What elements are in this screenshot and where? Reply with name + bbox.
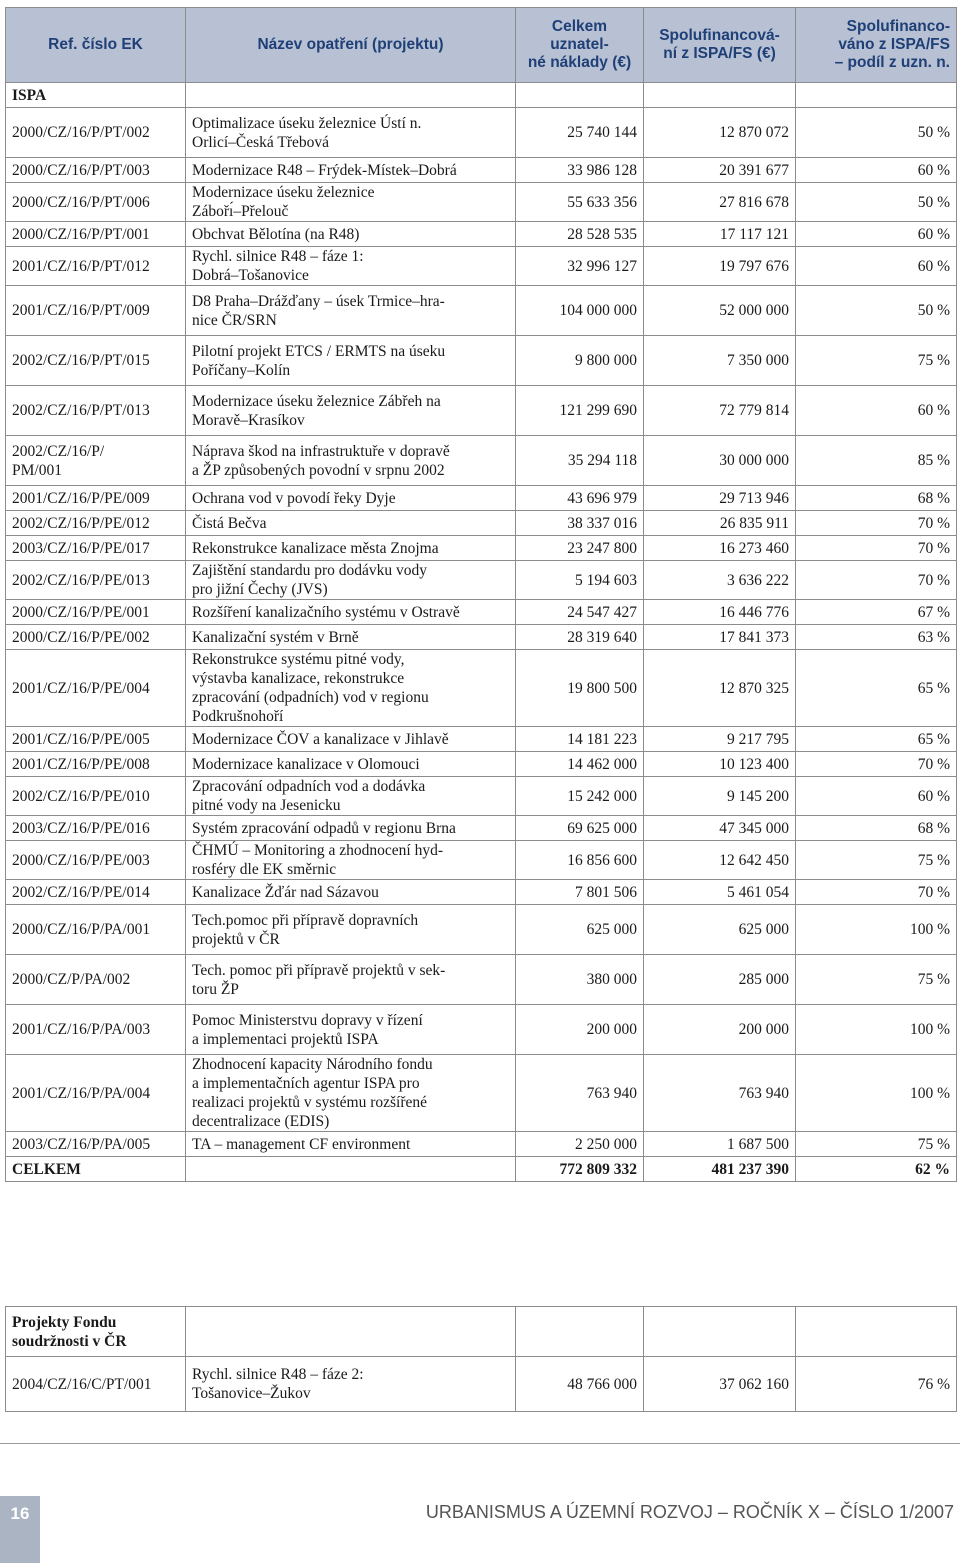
project-name-line: realizaci projektů v systému rozšířené	[192, 1094, 427, 1111]
project-name-line: Ochrana vod v povodí řeky Dyje	[192, 489, 396, 507]
header-cofin-line: ní z ISPA/FS (€)	[663, 45, 776, 62]
project-name-line: Zábořı́–Přelouč	[192, 203, 289, 220]
cofin-share: 65 %	[796, 650, 957, 727]
project-name	[186, 1005, 516, 1055]
cofinancing: 17 117 121	[644, 222, 796, 247]
project-name-line: Pomoc Ministerstvu dopravy v řízení	[192, 1011, 423, 1029]
cofin-share: 76 %	[796, 1357, 957, 1412]
table-row	[6, 841, 957, 880]
ref-code-line: 2002/CZ/16/P/PT/015	[12, 352, 150, 369]
table-row	[6, 247, 957, 286]
ref-code	[6, 222, 186, 247]
cofin-share: 75 %	[796, 955, 957, 1005]
eligible-cost: 32 996 127	[516, 247, 644, 286]
header-cost	[516, 8, 644, 83]
header-cost-line: Celkem uznatel-	[550, 18, 609, 53]
ref-code	[6, 183, 186, 222]
project-name-line: Kanalizace Žďár nad Sázavou	[192, 883, 379, 901]
ref-code-line: 2000/CZ/16/P/PE/001	[12, 603, 150, 621]
ref-code-line: 2000/CZ/16/P/PT/001	[12, 225, 150, 243]
ref-code-line: 2000/CZ/16/P/PE/002	[12, 628, 150, 646]
project-name-line: Rychl. silnice R48 – fáze 2:	[192, 1366, 364, 1383]
cofin-share: 60 %	[796, 158, 957, 183]
project-name-line: Zhodnocení kapacity Národního fondu	[192, 1056, 433, 1073]
cofin-share: 75 %	[796, 336, 957, 386]
ref-code	[6, 436, 186, 486]
ref-code	[6, 955, 186, 1005]
empty-cell	[516, 83, 644, 108]
cofin-share: 100 %	[796, 905, 957, 955]
cofinancing: 7 350 000	[644, 336, 796, 386]
table-row	[6, 727, 957, 752]
eligible-cost: 19 800 500	[516, 650, 644, 727]
cofinancing: 5 461 054	[644, 880, 796, 905]
project-name-line: rosféry dle EK směrnic	[192, 861, 337, 878]
section-row-fund	[6, 1307, 957, 1357]
cofinancing: 12 642 450	[644, 841, 796, 880]
project-name	[186, 222, 516, 247]
eligible-cost: 15 242 000	[516, 777, 644, 816]
project-name-line: decentralizace (EDIS)	[192, 1113, 330, 1130]
ref-code-line: 2003/CZ/16/P/PE/016	[12, 819, 150, 837]
project-name	[186, 108, 516, 158]
project-name	[186, 650, 516, 727]
project-name	[186, 336, 516, 386]
project-name-line: ČHMÚ – Monitoring a zhodnocení hyd-	[192, 842, 443, 859]
ref-code-line: 2000/CZ/16/P/PT/006	[12, 193, 150, 211]
eligible-cost: 38 337 016	[516, 511, 644, 536]
fund-table	[5, 1306, 957, 1412]
cofinancing: 29 713 946	[644, 486, 796, 511]
table-row	[6, 650, 957, 727]
eligible-cost: 35 294 118	[516, 436, 644, 486]
eligible-cost: 104 000 000	[516, 286, 644, 336]
ref-code	[6, 386, 186, 436]
project-name-line: Orlicí–Česká Třebová	[192, 133, 330, 151]
eligible-cost: 380 000	[516, 955, 644, 1005]
table-row	[6, 158, 957, 183]
project-name-line: Podkrušnohoří	[192, 708, 284, 725]
project-name-line: Poříčany–Kolín	[192, 361, 291, 379]
eligible-cost: 9 800 000	[516, 336, 644, 386]
project-name	[186, 436, 516, 486]
cofin-share: 75 %	[796, 1132, 957, 1157]
total-cost: 772 809 332	[516, 1157, 644, 1182]
project-name	[186, 777, 516, 816]
ref-code	[6, 336, 186, 386]
table-row	[6, 1357, 957, 1412]
table-row	[6, 816, 957, 841]
ref-code-line: 2002/CZ/16/P/PE/014	[12, 883, 150, 901]
cofinancing: 20 391 677	[644, 158, 796, 183]
ref-code	[6, 625, 186, 650]
ref-code-line: 2000/CZ/16/P/PE/003	[12, 851, 150, 869]
ref-code	[6, 600, 186, 625]
ref-code: 2004/CZ/16/C/PT/001	[6, 1357, 186, 1412]
project-name-line: Tech. pomoc při přípravě projektů v sek-	[192, 961, 446, 979]
cofinancing: 9 145 200	[644, 777, 796, 816]
table-row	[6, 1005, 957, 1055]
header-share-line: váno z ISPA/FS	[838, 36, 950, 53]
project-name-line: toru ŽP	[192, 980, 239, 998]
eligible-cost: 121 299 690	[516, 386, 644, 436]
project-name-line: Zpracování odpadních vod a dodávka	[192, 778, 426, 795]
table-row	[6, 486, 957, 511]
ref-code	[6, 905, 186, 955]
cofin-share: 70 %	[796, 880, 957, 905]
ref-code	[6, 841, 186, 880]
footer-rule	[0, 1443, 960, 1444]
table-row	[6, 905, 957, 955]
cofin-share: 50 %	[796, 108, 957, 158]
project-name-line: Tošanovice–Žukov	[192, 1385, 311, 1402]
cofinancing: 16 273 460	[644, 536, 796, 561]
total-share: 62 %	[796, 1157, 957, 1182]
page-number: 16	[10, 1504, 30, 1523]
project-name-line: Modernizace kanalizace v Olomouci	[192, 755, 420, 773]
ref-code-line: 2002/CZ/16/P/PT/013	[12, 402, 150, 419]
project-name-line: Kanalizační systém v Brně	[192, 628, 359, 646]
section-label-line: soudržnosti v ČR	[12, 1332, 127, 1350]
eligible-cost: 14 181 223	[516, 727, 644, 752]
table-row	[6, 183, 957, 222]
project-name-line: Pilotní projekt ETCS / ERMTS na úseku	[192, 342, 446, 360]
empty-cell	[644, 83, 796, 108]
empty-cell	[796, 83, 957, 108]
project-name-line: Náprava škod na infrastruktuře v dopravě	[192, 442, 450, 460]
project-name-line: Dobrá–Tošanovice	[192, 267, 309, 284]
project-name	[186, 286, 516, 336]
project-name	[186, 158, 516, 183]
cofin-share: 60 %	[796, 222, 957, 247]
project-name-line: Moravě–Krasíkov	[192, 411, 305, 429]
ref-code-line: 2001/CZ/16/P/PA/003	[12, 1021, 151, 1038]
project-name-line: Zajištění standardu pro dodávku vody	[192, 562, 428, 579]
cofin-share: 70 %	[796, 752, 957, 777]
table-row	[6, 108, 957, 158]
project-name-line: Rekonstrukce systému pitné vody,	[192, 651, 405, 668]
cofinancing: 625 000	[644, 905, 796, 955]
project-name	[186, 536, 516, 561]
project-name	[186, 1132, 516, 1157]
cofin-share: 60 %	[796, 777, 957, 816]
ref-code-line: 2001/CZ/16/P/PE/008	[12, 755, 150, 773]
cofin-share: 50 %	[796, 286, 957, 336]
cofin-share: 65 %	[796, 727, 957, 752]
ref-code-line: 2001/CZ/16/P/PE/004	[12, 679, 150, 697]
project-name-line: D8 Praha–Drážďany – úsek Trmice–hra-	[192, 292, 445, 310]
table-row	[6, 222, 957, 247]
project-name-line: projektů v ČR	[192, 930, 280, 948]
empty-cell	[186, 1307, 516, 1357]
ref-code-line: 2001/CZ/16/P/PA/004	[12, 1084, 151, 1102]
eligible-cost: 16 856 600	[516, 841, 644, 880]
project-name	[186, 727, 516, 752]
cofinancing: 10 123 400	[644, 752, 796, 777]
header-cost-line: né náklady (€)	[527, 54, 632, 71]
table-row	[6, 777, 957, 816]
header-share	[796, 8, 957, 83]
cofinancing: 12 870 072	[644, 108, 796, 158]
ref-code-line: PM/001	[12, 461, 62, 479]
eligible-cost: 55 633 356	[516, 183, 644, 222]
project-name-line: Rychl. silnice R48 – fáze 1:	[192, 248, 364, 265]
ref-code	[6, 511, 186, 536]
project-name-line: Čistá Bečva	[192, 514, 267, 532]
project-name	[186, 486, 516, 511]
header-share-line: – podíl z uzn. n.	[834, 54, 950, 71]
empty-cell	[516, 1307, 644, 1357]
table-row	[6, 600, 957, 625]
total-row	[6, 1157, 957, 1182]
cofin-share: 63 %	[796, 625, 957, 650]
cofinancing: 19 797 676	[644, 247, 796, 286]
cofin-share: 70 %	[796, 561, 957, 600]
eligible-cost: 28 528 535	[516, 222, 644, 247]
project-name	[186, 1357, 516, 1412]
project-name-line: Rekonstrukce kanalizace města Znojma	[192, 539, 439, 557]
table-row	[6, 536, 957, 561]
eligible-cost: 69 625 000	[516, 816, 644, 841]
table-row	[6, 436, 957, 486]
ref-code-line: 2000/CZ/P/PA/002	[12, 971, 131, 988]
table-row	[6, 752, 957, 777]
ref-code	[6, 880, 186, 905]
ref-code	[6, 1132, 186, 1157]
project-name	[186, 247, 516, 286]
eligible-cost: 33 986 128	[516, 158, 644, 183]
table-row	[6, 561, 957, 600]
project-name	[186, 752, 516, 777]
ref-code	[6, 1005, 186, 1055]
ref-code-line: 2003/CZ/16/P/PE/017	[12, 539, 150, 557]
cofin-share: 85 %	[796, 436, 957, 486]
ref-code	[6, 561, 186, 600]
cofinancing: 30 000 000	[644, 436, 796, 486]
project-name	[186, 816, 516, 841]
ref-code-line: 2001/CZ/16/P/PT/012	[12, 257, 150, 275]
header-cofin	[644, 8, 796, 83]
journal-footer: URBANISMUS A ÚZEMNÍ ROZVOJ – ROČNÍK X – ČÍSLO 1/2007	[425, 1502, 954, 1522]
cofinancing: 47 345 000	[644, 816, 796, 841]
project-name-line: Modernizace úseku železnice	[192, 184, 375, 201]
header-name: Název opatření (projektu)	[186, 8, 516, 83]
eligible-cost: 5 194 603	[516, 561, 644, 600]
ref-code-line: 2000/CZ/16/P/PT/002	[12, 124, 150, 141]
eligible-cost: 24 547 427	[516, 600, 644, 625]
project-name	[186, 905, 516, 955]
cofin-share: 70 %	[796, 536, 957, 561]
project-name-line: a ŽP způsobených povodní v srpnu 2002	[192, 461, 445, 479]
cofinancing: 27 816 678	[644, 183, 796, 222]
cofin-share: 50 %	[796, 183, 957, 222]
empty-cell	[186, 1157, 516, 1182]
section-label: ISPA	[6, 83, 186, 108]
ref-code-line: 2002/CZ/16/P/PE/013	[12, 571, 150, 589]
project-name-line: Optimalizace úseku železnice Ústí n.	[192, 114, 422, 132]
cofin-share: 100 %	[796, 1055, 957, 1132]
table-row	[6, 625, 957, 650]
cofinancing: 26 835 911	[644, 511, 796, 536]
cofin-share: 67 %	[796, 600, 957, 625]
project-name-line: a implementaci projektů ISPA	[192, 1030, 379, 1048]
cofin-share: 60 %	[796, 386, 957, 436]
project-name-line: Tech.pomoc při přípravě dopravních	[192, 911, 419, 929]
empty-cell	[796, 1307, 957, 1357]
section-label	[6, 1307, 186, 1357]
cofinancing: 9 217 795	[644, 727, 796, 752]
cofinancing: 200 000	[644, 1005, 796, 1055]
empty-cell	[644, 1307, 796, 1357]
cofin-share: 68 %	[796, 486, 957, 511]
cofinancing: 285 000	[644, 955, 796, 1005]
ref-code-line: 2002/CZ/16/P/PE/010	[12, 787, 150, 805]
eligible-cost: 200 000	[516, 1005, 644, 1055]
project-name	[186, 955, 516, 1005]
total-cofinancing: 481 237 390	[644, 1157, 796, 1182]
cofinancing: 763 940	[644, 1055, 796, 1132]
project-name-line: pitné vody na Jesenicku	[192, 797, 341, 814]
ref-code-line: 2003/CZ/16/P/PA/005	[12, 1135, 151, 1153]
project-name-line: Obchvat Bělotína (na R48)	[192, 225, 360, 243]
section-row-ispa	[6, 83, 957, 108]
project-name-line: výstavba kanalizace, rekonstrukce	[192, 670, 405, 687]
ref-code-line: 2002/CZ/16/P/	[12, 442, 105, 460]
ref-code-line: 2001/CZ/16/P/PE/009	[12, 489, 150, 507]
project-name	[186, 183, 516, 222]
projects-table	[5, 7, 957, 1182]
table-row	[6, 1132, 957, 1157]
project-name-line: pro jižní Čechy (JVS)	[192, 581, 328, 598]
ref-code-line: 2000/CZ/16/P/PT/003	[12, 161, 150, 179]
table-row	[6, 286, 957, 336]
eligible-cost: 23 247 800	[516, 536, 644, 561]
total-label: CELKEM	[6, 1157, 186, 1182]
ref-code	[6, 486, 186, 511]
project-name	[186, 625, 516, 650]
ref-code-line: 2001/CZ/16/P/PE/005	[12, 730, 150, 748]
table-row	[6, 880, 957, 905]
ref-code	[6, 536, 186, 561]
project-name-line: a implementačních agentur ISPA pro	[192, 1075, 420, 1092]
ref-code	[6, 1055, 186, 1132]
project-name	[186, 880, 516, 905]
header-share-line: Spolufinanco-	[846, 18, 950, 35]
project-name-line: nice ČR/SRN	[192, 311, 277, 329]
eligible-cost: 43 696 979	[516, 486, 644, 511]
cofin-share: 75 %	[796, 841, 957, 880]
ref-code-line: 2001/CZ/16/P/PT/009	[12, 302, 150, 319]
eligible-cost: 14 462 000	[516, 752, 644, 777]
eligible-cost: 763 940	[516, 1055, 644, 1132]
cofinancing: 52 000 000	[644, 286, 796, 336]
project-name-line: Modernizace R48 – Frýdek-Místek–Dobrá	[192, 161, 457, 179]
table-header-row	[6, 8, 957, 83]
project-name-line: Modernizace ČOV a kanalizace v Jihlavě	[192, 730, 449, 748]
cofin-share: 68 %	[796, 816, 957, 841]
ref-code	[6, 752, 186, 777]
project-name-line: Rozšíření kanalizačního systému v Ostravě	[192, 603, 460, 621]
cofin-share: 60 %	[796, 247, 957, 286]
eligible-cost: 7 801 506	[516, 880, 644, 905]
ref-code	[6, 650, 186, 727]
cofinancing: 17 841 373	[644, 625, 796, 650]
cofin-share: 70 %	[796, 511, 957, 536]
eligible-cost: 48 766 000	[516, 1357, 644, 1412]
header-cofin-line: Spolufinancová-	[659, 27, 780, 44]
project-name	[186, 600, 516, 625]
project-name-line: zpracování (odpadních) vod v regionu	[192, 689, 429, 706]
cofinancing: 37 062 160	[644, 1357, 796, 1412]
project-name	[186, 386, 516, 436]
cofinancing: 16 446 776	[644, 600, 796, 625]
ref-code	[6, 286, 186, 336]
project-name	[186, 561, 516, 600]
ref-code-line: 2000/CZ/16/P/PA/001	[12, 921, 151, 938]
table-row	[6, 511, 957, 536]
table-row	[6, 336, 957, 386]
cofinancing: 3 636 222	[644, 561, 796, 600]
empty-cell	[186, 83, 516, 108]
ref-code	[6, 108, 186, 158]
ref-code	[6, 816, 186, 841]
eligible-cost: 25 740 144	[516, 108, 644, 158]
project-name-line: TA – management CF environment	[192, 1135, 411, 1153]
eligible-cost: 2 250 000	[516, 1132, 644, 1157]
ref-code	[6, 727, 186, 752]
ref-code	[6, 158, 186, 183]
table-row	[6, 1055, 957, 1132]
ref-code-line: 2002/CZ/16/P/PE/012	[12, 514, 150, 532]
project-name-line: Modernizace úseku železnice Zábřeh na	[192, 392, 441, 410]
table-row	[6, 955, 957, 1005]
cofin-share: 100 %	[796, 1005, 957, 1055]
eligible-cost: 625 000	[516, 905, 644, 955]
cofinancing: 12 870 325	[644, 650, 796, 727]
project-name	[186, 511, 516, 536]
ref-code	[6, 247, 186, 286]
project-name	[186, 841, 516, 880]
cofinancing: 72 779 814	[644, 386, 796, 436]
eligible-cost: 28 319 640	[516, 625, 644, 650]
cofinancing: 1 687 500	[644, 1132, 796, 1157]
ref-code	[6, 777, 186, 816]
section-label-line: Projekty Fondu	[12, 1313, 117, 1331]
project-name-line: Systém zpracování odpadů v regionu Brna	[192, 819, 456, 837]
project-name	[186, 1055, 516, 1132]
table-row	[6, 386, 957, 436]
header-ref: Ref. číslo EK	[6, 8, 186, 83]
